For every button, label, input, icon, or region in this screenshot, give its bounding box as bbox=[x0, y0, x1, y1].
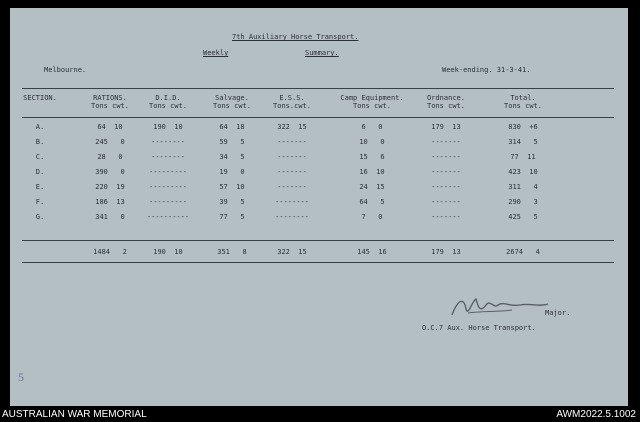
column-header-units: Tons cwt. bbox=[213, 102, 251, 110]
handwritten-signature bbox=[450, 295, 550, 319]
table-cell: 322 15 bbox=[277, 123, 307, 131]
table-cell: ------- bbox=[431, 153, 461, 161]
table-cell: 6 0 bbox=[361, 123, 383, 131]
column-header: Camp Equipment. bbox=[340, 94, 404, 102]
document-sheet bbox=[10, 8, 628, 406]
table-cell: ---------- bbox=[146, 213, 190, 221]
table-cell: 220 19 bbox=[95, 183, 125, 191]
table-cell: -------- bbox=[275, 198, 309, 206]
table-cell: -------- bbox=[151, 138, 185, 146]
week-ending-label: Week-ending. 31-3-41. bbox=[442, 66, 531, 74]
total-cell: 190 10 bbox=[153, 248, 183, 256]
header-top-rule bbox=[22, 88, 614, 89]
signature-title: O.C.7 Aux. Horse Transport. bbox=[422, 324, 536, 332]
table-cell: ------- bbox=[431, 213, 461, 221]
total-cell: 179 13 bbox=[431, 248, 461, 256]
total-cell: 351 8 bbox=[217, 248, 247, 256]
table-cell: ------- bbox=[431, 183, 461, 191]
subtitle-weekly: Weekly bbox=[203, 49, 229, 57]
table-cell: 7 0 bbox=[361, 213, 383, 221]
table-cell: ------- bbox=[431, 168, 461, 176]
totals-top-rule bbox=[22, 240, 614, 241]
document-title: 7th Auxiliary Horse Transport. bbox=[232, 33, 359, 41]
table-cell: 16 10 bbox=[359, 168, 385, 176]
table-cell: 64 5 bbox=[359, 198, 385, 206]
totals-bottom-rule bbox=[22, 262, 614, 263]
section-label: G. bbox=[35, 213, 45, 221]
column-header: Total. bbox=[510, 94, 536, 102]
total-cell: 2674 4 bbox=[506, 248, 540, 256]
section-label: C. bbox=[35, 153, 45, 161]
table-cell: 77 5 bbox=[219, 213, 245, 221]
section-label: F. bbox=[35, 198, 45, 206]
column-header-units: Tons.cwt. bbox=[273, 102, 311, 110]
table-cell: 423 10 bbox=[508, 168, 538, 176]
total-cell: 322 15 bbox=[277, 248, 307, 256]
table-cell: 390 0 bbox=[95, 168, 125, 176]
column-header-units: Tons cwt. bbox=[427, 102, 465, 110]
table-cell: 179 13 bbox=[431, 123, 461, 131]
table-cell: ------- bbox=[277, 153, 307, 161]
pencil-mark: 5 bbox=[18, 370, 24, 384]
column-header-units: Tons cwt. bbox=[353, 102, 391, 110]
table-cell: --------- bbox=[149, 198, 187, 206]
table-cell: ------- bbox=[431, 138, 461, 146]
table-cell: --------- bbox=[149, 183, 187, 191]
table-cell: 77 11 bbox=[510, 153, 536, 161]
subtitle-summary: Summary. bbox=[305, 49, 339, 57]
table-cell: 64 18 bbox=[219, 123, 245, 131]
column-header-units: Tons cwt. bbox=[149, 102, 187, 110]
section-label: A. bbox=[35, 123, 45, 131]
section-label: B. bbox=[35, 138, 45, 146]
table-cell: 245 0 bbox=[95, 138, 125, 146]
table-cell: ------- bbox=[277, 138, 307, 146]
table-cell: 19 0 bbox=[219, 168, 245, 176]
total-cell: 1484 2 bbox=[93, 248, 127, 256]
column-header-units: Tons cwt. bbox=[504, 102, 542, 110]
table-cell: 59 5 bbox=[219, 138, 245, 146]
section-label: D. bbox=[35, 168, 45, 176]
table-cell: --------- bbox=[149, 168, 187, 176]
column-header: Ordnance. bbox=[427, 94, 465, 102]
column-header: E.S.S. bbox=[279, 94, 305, 102]
table-cell: 311 4 bbox=[508, 183, 538, 191]
table-cell: -------- bbox=[275, 213, 309, 221]
section-label: E. bbox=[35, 183, 45, 191]
footer-accession-number: AWM2022.5.1002 bbox=[556, 409, 636, 420]
column-header-units: Tons cwt. bbox=[91, 102, 129, 110]
table-cell: -------- bbox=[151, 153, 185, 161]
footer-institution: AUSTRALIAN WAR MEMORIAL bbox=[2, 409, 147, 420]
table-cell: 24 15 bbox=[359, 183, 385, 191]
place-label: Melbourne. bbox=[44, 66, 87, 74]
table-cell: ------- bbox=[277, 168, 307, 176]
table-cell: 10 0 bbox=[359, 138, 385, 146]
table-cell: 290 3 bbox=[508, 198, 538, 206]
table-cell: 15 6 bbox=[359, 153, 385, 161]
column-header: Salvage. bbox=[215, 94, 249, 102]
column-header: SECTION. bbox=[23, 94, 57, 102]
table-cell: 830 +6 bbox=[508, 123, 538, 131]
total-cell: 145 16 bbox=[357, 248, 387, 256]
table-cell: 39 5 bbox=[219, 198, 245, 206]
table-cell: 28 0 bbox=[97, 153, 123, 161]
table-cell: 314 5 bbox=[508, 138, 538, 146]
table-cell: 425 5 bbox=[508, 213, 538, 221]
column-header: D.I.D. bbox=[155, 94, 181, 102]
table-cell: 341 0 bbox=[95, 213, 125, 221]
column-header: RATIONS. bbox=[93, 94, 127, 102]
table-cell: ------- bbox=[277, 183, 307, 191]
table-cell: 64 10 bbox=[97, 123, 123, 131]
table-cell: 34 5 bbox=[219, 153, 245, 161]
table-cell: 57 10 bbox=[219, 183, 245, 191]
signature-rank: Major. bbox=[545, 309, 571, 317]
table-cell: ------- bbox=[431, 198, 461, 206]
table-cell: 190 10 bbox=[153, 123, 183, 131]
header-bottom-rule bbox=[22, 117, 614, 118]
table-cell: 186 13 bbox=[95, 198, 125, 206]
